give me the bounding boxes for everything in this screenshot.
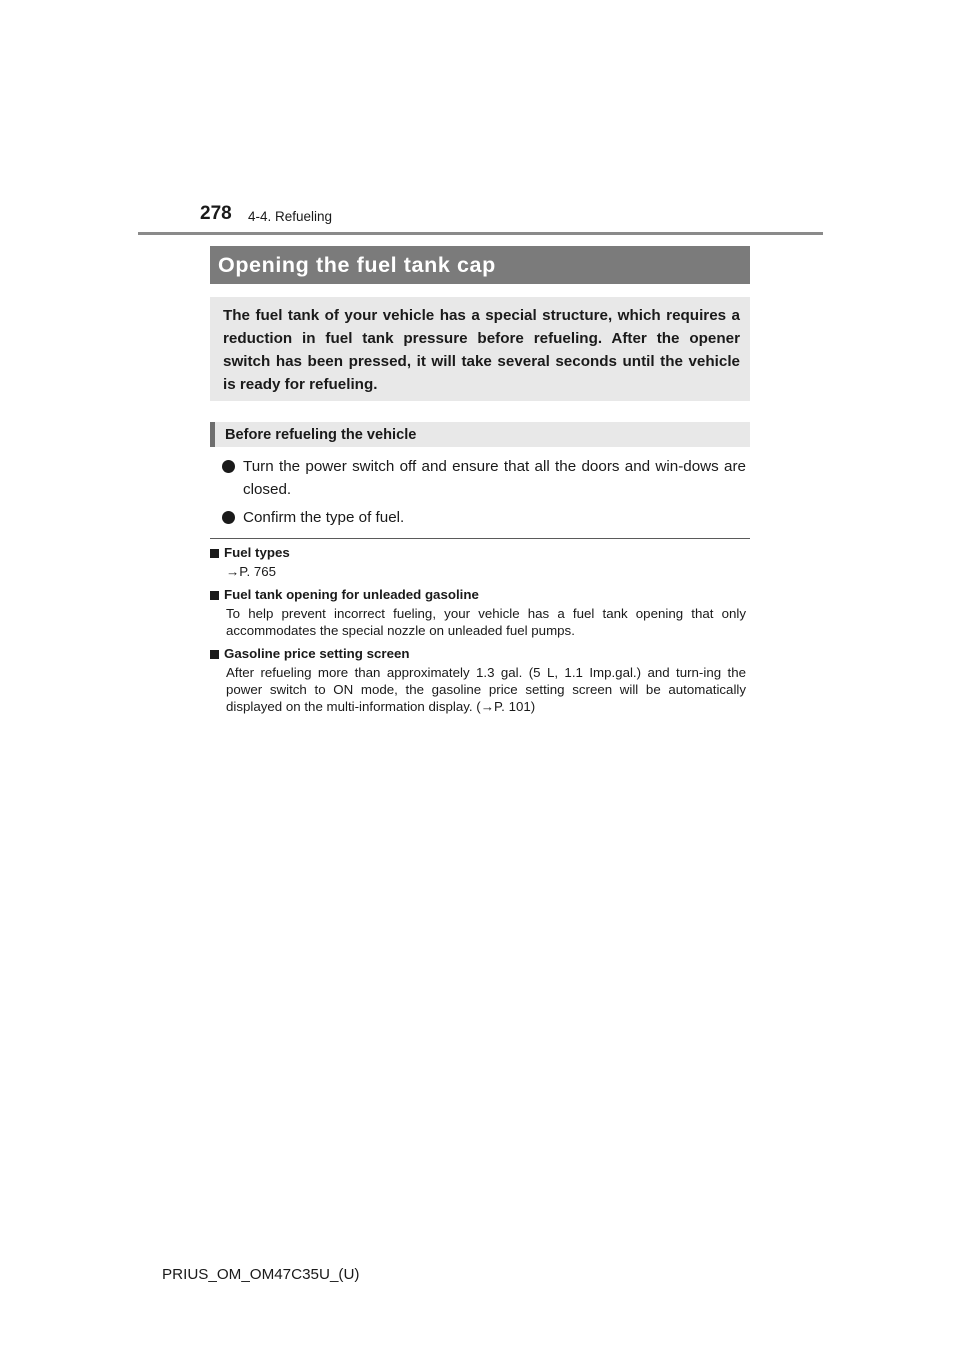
note-gasoline-price xyxy=(210,646,746,715)
bullet-dot-icon xyxy=(222,511,235,524)
note-heading-text: Fuel types xyxy=(224,545,290,560)
subsection-heading-text: Before refueling the vehicle xyxy=(225,426,417,443)
bullet-item xyxy=(222,506,746,529)
note-fuel-tank-opening xyxy=(210,587,746,639)
intro-text: The fuel tank of your vehicle has a special structure, which requires a reduction in fuel tank pressure before refueling. After the opener switch has been pressed, it will take several seconds until the vehicle is ready for refueling. xyxy=(223,307,740,393)
intro-box xyxy=(210,297,750,401)
page-number: 278 xyxy=(200,203,232,224)
square-bullet-icon xyxy=(210,549,219,558)
section-label: 4-4. Refueling xyxy=(248,209,333,224)
bullet-text: Confirm the type of fuel. xyxy=(243,509,405,526)
note-body: To help prevent incorrect fueling, your vehicle has a fuel tank opening that only accommodates the special nozzle on unleaded fuel pumps. xyxy=(226,606,746,638)
footer-doc-id: PRIUS_OM_OM47C35U_(U) xyxy=(162,1266,360,1283)
notes-divider xyxy=(210,538,750,539)
note-heading xyxy=(210,646,746,662)
bullet-item xyxy=(222,455,746,501)
bullet-text: Turn the power switch off and ensure that all the doors and win-dows are closed. xyxy=(243,458,746,498)
header-rule xyxy=(138,232,823,235)
note-heading xyxy=(210,587,746,603)
note-heading-text: Gasoline price setting screen xyxy=(224,646,410,661)
square-bullet-icon xyxy=(210,591,219,600)
subsection-heading xyxy=(210,422,750,447)
square-bullet-icon xyxy=(210,650,219,659)
page-title: Opening the fuel tank cap xyxy=(218,252,496,277)
notes-section xyxy=(210,545,746,722)
bullet-list xyxy=(222,455,746,534)
note-body: After refueling more than approximately 1.3 gal. (5 L, 1.1 Imp.gal.) and turn-ing the power switch to ON mode, the gasoline price setting screen will be automatically displayed on the multi-information display. (→P. 101) xyxy=(226,665,746,714)
title-bar xyxy=(210,246,750,284)
note-heading xyxy=(210,545,746,561)
note-heading-text: Fuel tank opening for unleaded gasoline xyxy=(224,587,479,602)
note-fuel-types xyxy=(210,545,746,580)
note-body: →P. 765 xyxy=(226,564,277,579)
bullet-dot-icon xyxy=(222,460,235,473)
